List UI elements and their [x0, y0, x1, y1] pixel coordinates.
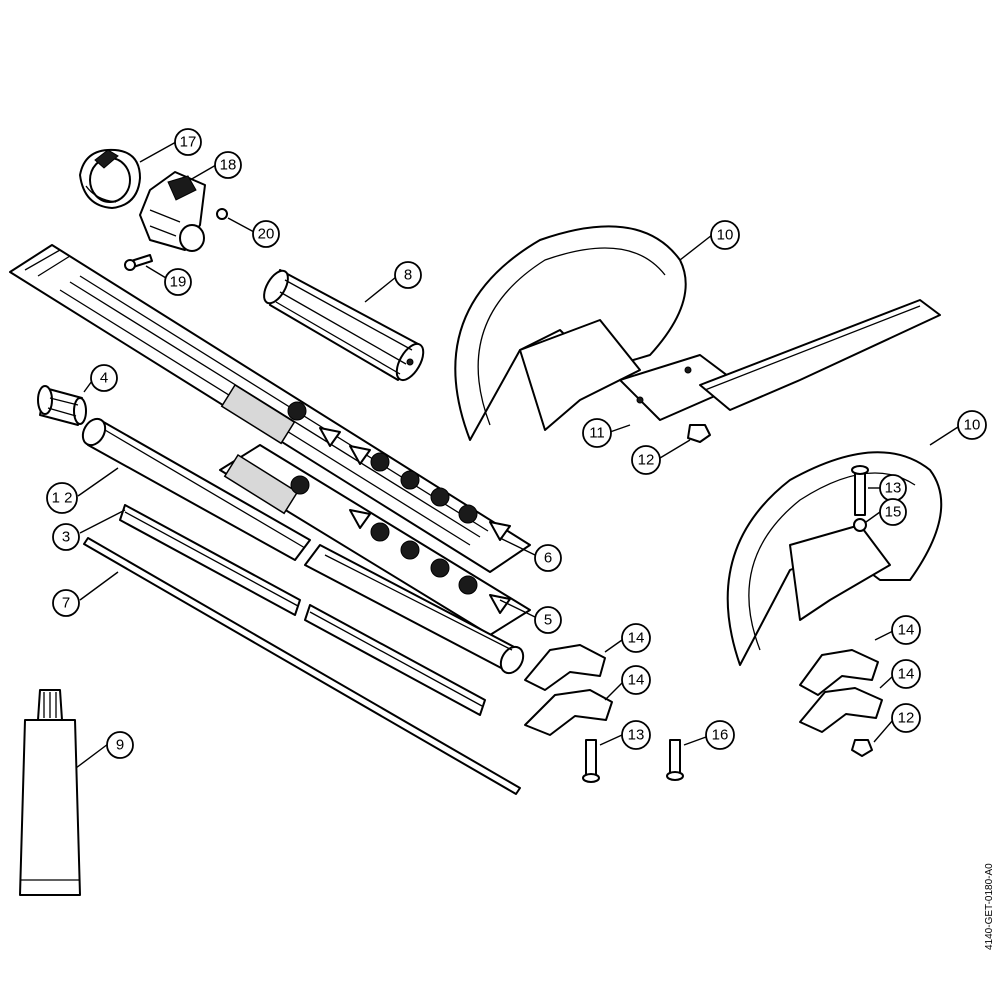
- callout-11: [583, 419, 611, 447]
- callout-label: 13: [884, 479, 902, 497]
- callout-label: 10: [716, 226, 734, 244]
- callout-19: [165, 269, 191, 295]
- callout-label: 1 2: [51, 489, 73, 507]
- callout-13-lower: [622, 721, 650, 749]
- callout-label: 8: [403, 266, 413, 284]
- callout-6: [535, 545, 561, 571]
- callout-label: 6: [543, 549, 553, 567]
- callout-label: 7: [61, 594, 71, 612]
- callout-label: 14: [627, 671, 645, 689]
- callout-10-lower: [958, 411, 986, 439]
- callout-label: 12: [637, 451, 655, 469]
- callout-12-upper: [632, 446, 660, 474]
- callout-label: 17: [179, 133, 197, 151]
- callout-14-a: [622, 624, 650, 652]
- callout-16: [706, 721, 734, 749]
- part-16-screw: [667, 740, 683, 780]
- callout-label: 3: [61, 528, 71, 546]
- part-13-screw-upper: [852, 466, 868, 515]
- part-14-clamp-d: [800, 688, 882, 732]
- callout-label: 16: [711, 726, 729, 744]
- part-18-housing: [140, 172, 205, 251]
- part-12-nut-lower: [852, 740, 872, 756]
- part-14-clamp-a: [525, 645, 605, 690]
- callout-20: [253, 221, 279, 247]
- callout-12-lower: [892, 704, 920, 732]
- callout-8: [395, 262, 421, 288]
- part-14-clamp-c: [800, 650, 878, 695]
- part-20-nut: [217, 209, 227, 219]
- part-9-grease-tube: [20, 690, 80, 895]
- callout-13-upper: [880, 475, 906, 501]
- callout-label: 4: [99, 369, 109, 387]
- callout-label: 13: [627, 726, 645, 744]
- part-15-washer: [854, 519, 866, 531]
- callout-label: 20: [257, 225, 275, 243]
- callout-label: 5: [543, 611, 553, 629]
- callout-9: [107, 732, 133, 758]
- part-12-nut-upper: [688, 425, 710, 442]
- callout-7: [53, 590, 79, 616]
- part-10-loop-handle-upper: [455, 226, 940, 440]
- callout-label: 19: [169, 273, 187, 291]
- callout-label: 14: [897, 665, 915, 683]
- callout-label: 12: [897, 709, 915, 727]
- callout-5: [535, 607, 561, 633]
- drawing-code: 4140-GET-0180-A0: [984, 863, 995, 950]
- callout-label: 14: [627, 629, 645, 647]
- part-13-screw-lower: [583, 740, 599, 782]
- part-17-clamp: [80, 150, 140, 208]
- callout-label: 14: [897, 621, 915, 639]
- callout-10-upper: [711, 221, 739, 249]
- callout-15: [880, 499, 906, 525]
- callout-1-2: [47, 483, 77, 513]
- callout-label: 10: [963, 416, 981, 434]
- callout-label: 9: [115, 736, 125, 754]
- callout-14-b: [622, 666, 650, 694]
- callout-14-d: [892, 660, 920, 688]
- callout-label: 11: [589, 424, 605, 442]
- callout-4: [91, 365, 117, 391]
- callout-label: 15: [884, 503, 902, 521]
- part-14-clamp-b: [525, 690, 612, 735]
- part-4-bushing: [38, 386, 86, 425]
- callout-17: [175, 129, 201, 155]
- callout-14-c: [892, 616, 920, 644]
- callout-label: 18: [219, 156, 237, 174]
- callout-18: [215, 152, 241, 178]
- callout-3: [53, 524, 79, 550]
